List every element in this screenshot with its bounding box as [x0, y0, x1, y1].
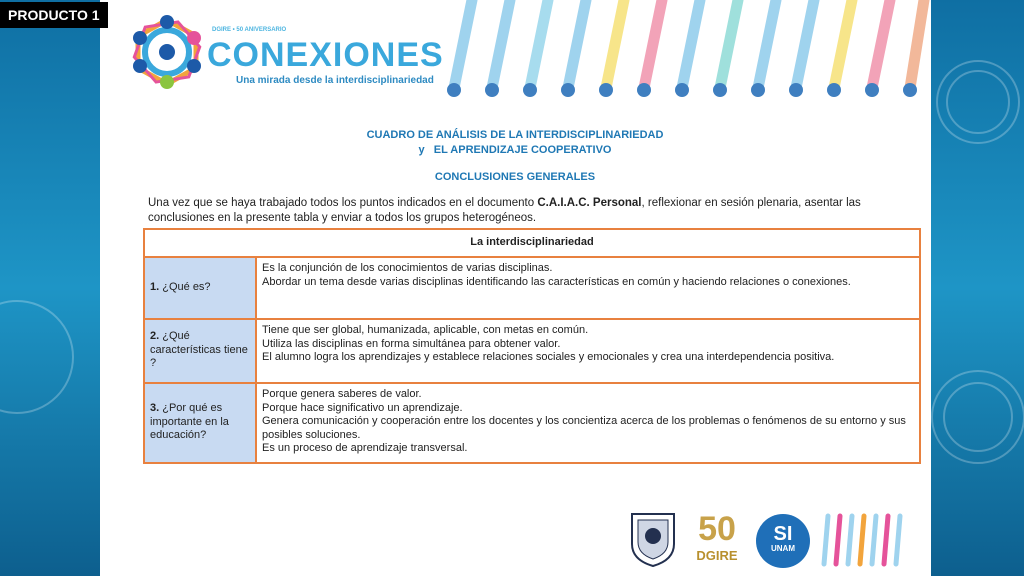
unam-shield-logo-icon — [628, 510, 678, 568]
answer-line: El alumno logra los aprendizajes y establece relaciones sociales y emocionales y crea una interdependencia positiva. — [262, 351, 835, 363]
si-text: SI — [773, 523, 793, 545]
decorative-ring — [943, 382, 1013, 452]
answer-cell — [256, 257, 920, 319]
table-header: La interdisciplinariedad — [144, 229, 920, 257]
question-number: 2. — [150, 330, 160, 342]
table-row — [144, 383, 920, 463]
intro-text-part2: , reflexionar en sesión plenaria, asentar las conclusiones en la presente tabla y enviar a todos los grupos heterogéneos. — [148, 197, 861, 224]
right-side-panel — [931, 0, 1024, 576]
answer-line: Porque genera saberes de valor. — [262, 388, 422, 400]
answer-line: Porque hace significativo un aprendizaje. — [262, 401, 463, 414]
question-text: ¿Qué características tiene ? — [150, 330, 248, 369]
question-cell — [144, 257, 256, 319]
logo-anniversary: DGIRE • 50 ANIVERSARIO — [212, 27, 287, 33]
answer-line: Abordar un tema desde varias disciplinas identificando las características en común y haciendo relaciones o conexiones. — [262, 275, 851, 288]
table-row — [144, 257, 920, 319]
logo-subtitle: Una mirada desde la interdisciplinariedad — [236, 75, 434, 86]
question-cell — [144, 319, 256, 383]
interdisciplinarity-table — [143, 228, 921, 464]
unam-text: UNAM — [771, 544, 795, 553]
question-text: ¿Por qué es importante en la educación? — [150, 402, 229, 441]
table-row — [144, 319, 920, 383]
slide-tag: PRODUCTO 1 — [0, 2, 108, 28]
question-text: ¿Qué es? — [162, 281, 211, 294]
decorative-ring — [946, 70, 1010, 134]
intro-text-part1: Una vez que se haya trabajado todos los puntos indicados en el documento — [148, 197, 538, 209]
conexiones-stripes-mini-icon — [820, 512, 910, 568]
answer-line: Utiliza las disciplinas en forma simultánea para obtener valor. — [262, 337, 561, 350]
dgire-50-number: 50 — [698, 510, 736, 548]
left-side-panel — [0, 0, 100, 576]
answer-cell — [256, 319, 920, 383]
answer-line: Tiene que ser global, humanizada, aplicable, con metas en común. — [262, 324, 589, 336]
document-title-line1: CUADRO DE ANÁLISIS DE LA INTERDISCIPLINARIEDAD — [366, 129, 664, 141]
table-header-row — [144, 229, 920, 257]
document-title-line2: y EL APRENDIZAJE COOPERATIVO — [418, 144, 612, 156]
question-cell — [144, 383, 256, 463]
question-number: 3. — [150, 402, 160, 414]
answer-line: Es la conjunción de los conocimientos de varias disciplinas. — [262, 262, 553, 274]
answer-line: Genera comunicación y cooperación entre los docentes y los concientiza acerca de los problemas o fenómenos de su entorno y sus posibles soluciones. — [262, 415, 906, 441]
decorative-stripes — [440, 0, 930, 100]
conexiones-logo-icon — [128, 14, 206, 90]
question-number: 1. — [150, 281, 160, 294]
dgire-50-logo — [686, 510, 748, 568]
answer-line: Es un proceso de aprendizaje transversal. — [262, 442, 468, 454]
answer-cell — [256, 383, 920, 463]
section-heading: CONCLUSIONES GENERALES — [434, 171, 596, 183]
logo-title: CONEXIONES — [207, 36, 444, 74]
dgire-text: DGIRE — [696, 548, 738, 563]
intro-bold-document-name: C.A.I.A.C. Personal — [537, 197, 642, 209]
decorative-ring — [0, 300, 74, 414]
si-unam-logo — [756, 514, 810, 568]
intro-paragraph — [148, 196, 888, 226]
